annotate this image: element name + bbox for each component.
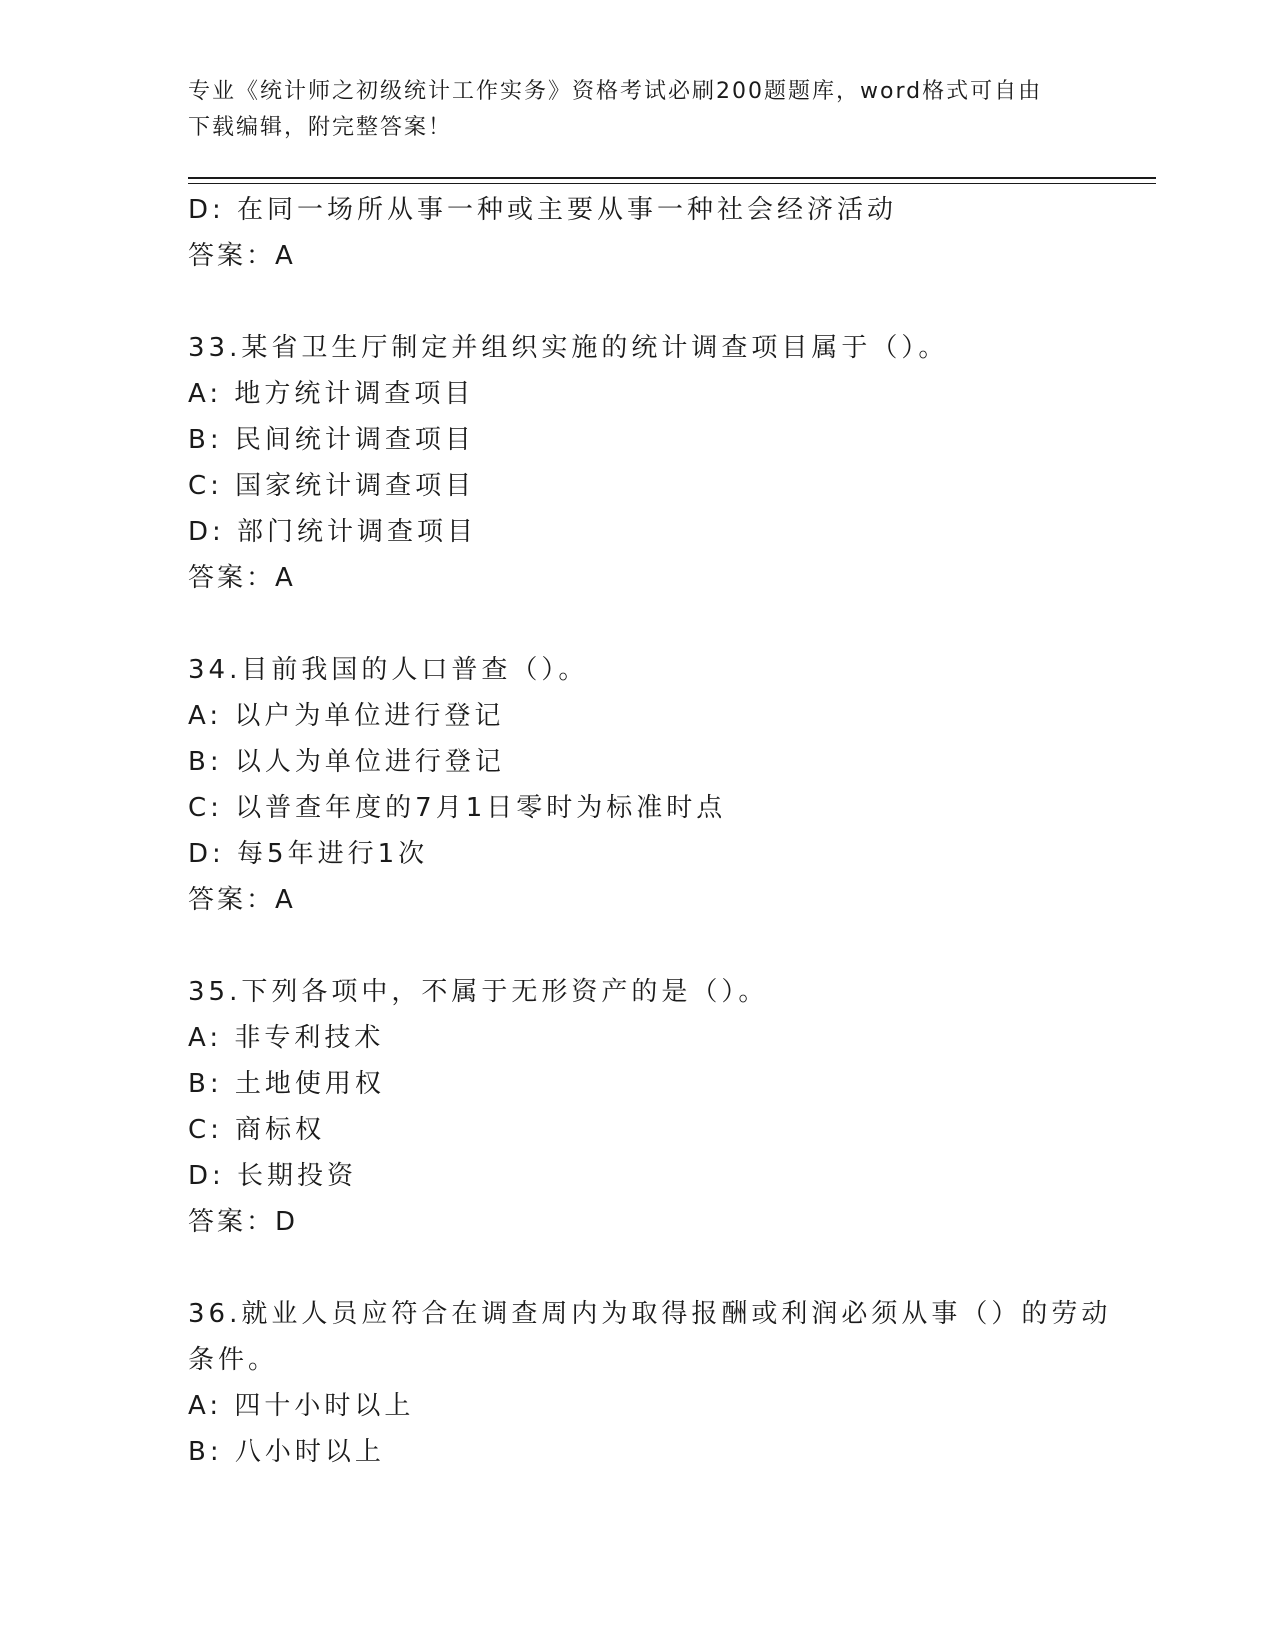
option-a: A: 地方统计调查项目	[188, 379, 475, 409]
document-header	[188, 74, 1088, 146]
option-b: B: 以人为单位进行登记	[188, 747, 505, 777]
option-b: B: 八小时以上	[188, 1437, 385, 1467]
header-divider-thick	[188, 177, 1156, 179]
question-35	[188, 969, 1128, 1245]
option-d: D: 长期投资	[188, 1161, 358, 1191]
option-d: D: 每5年进行1次	[188, 839, 429, 869]
option-a: A: 以户为单位进行登记	[188, 701, 505, 731]
spacer	[188, 601, 1128, 647]
question-stem: 34.目前我国的人口普查（）。	[188, 655, 589, 685]
option-a: A: 四十小时以上	[188, 1391, 415, 1421]
question-stem: 33.某省卫生厅制定并组织实施的统计调查项目属于（）。	[188, 333, 949, 363]
option-b: B: 民间统计调查项目	[188, 425, 475, 455]
question-33	[188, 325, 1128, 601]
question-stem-line-2: 条件。	[188, 1345, 279, 1375]
header-line-1: 专业《统计师之初级统计工作实务》资格考试必刷200题题库，word格式可自由	[188, 79, 1043, 104]
answer: 答案：D	[188, 1207, 299, 1237]
option-d: D: 部门统计调查项目	[188, 517, 478, 547]
header-line-2: 下载编辑，附完整答案！	[188, 115, 453, 140]
question-34	[188, 647, 1128, 923]
spacer	[188, 923, 1128, 969]
question-list	[188, 187, 1128, 1475]
prev-answer: 答案：A	[188, 241, 296, 271]
prev-option-d: D: 在同一场所从事一种或主要从事一种社会经济活动	[188, 195, 898, 225]
option-c: C: 商标权	[188, 1115, 326, 1145]
answer: 答案：A	[188, 563, 296, 593]
option-b: B: 土地使用权	[188, 1069, 385, 1099]
option-c: C: 以普查年度的7月1日零时为标准时点	[188, 793, 727, 823]
option-c: C: 国家统计调查项目	[188, 471, 476, 501]
header-divider-thin	[188, 183, 1156, 184]
question-stem-line-1: 36.就业人员应符合在调查周内为取得报酬或利润必须从事（）的劳动	[188, 1299, 1112, 1329]
spacer	[188, 1245, 1128, 1291]
option-a: A: 非专利技术	[188, 1023, 385, 1053]
question-36	[188, 1291, 1128, 1475]
question-stem: 35.下列各项中，不属于无形资产的是（）。	[188, 977, 769, 1007]
answer: 答案：A	[188, 885, 296, 915]
spacer	[188, 279, 1128, 325]
